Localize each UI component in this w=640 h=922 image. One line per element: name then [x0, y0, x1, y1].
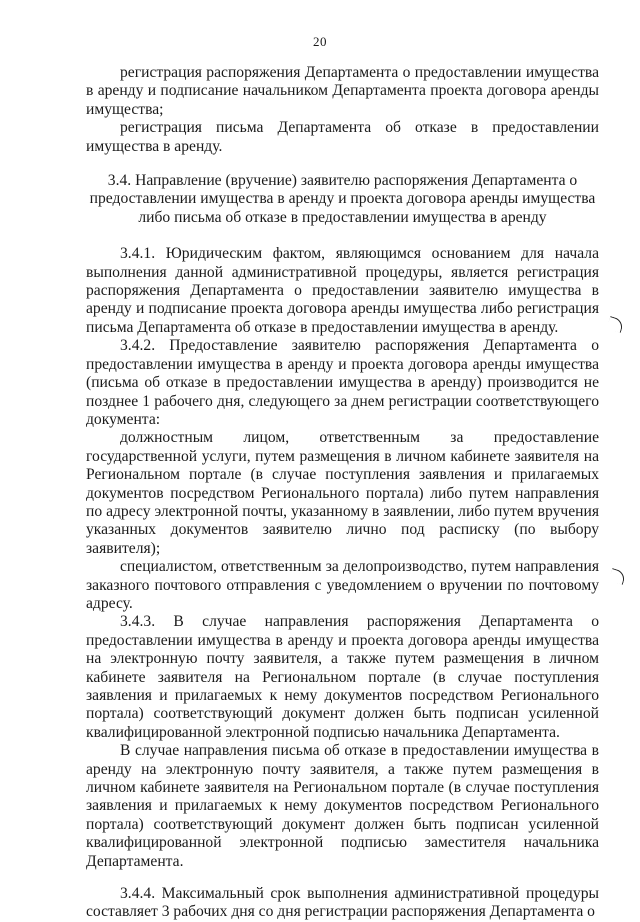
paragraph-refusal-letter: В случае направления письма об отказе в предоставлении имущества в аренду на электронную почту заявителя, а также путем размещения в личном кабинете заявителя на Региональном портале (в случае поступления заявления и прилагаемых к нему документов посредством Регионального портала) соответствующий документ должен быть подписан усиленной квалифицированной электронной подписью заместителя начальника Департамента.: [86, 742, 599, 870]
paragraph-3-4-4: 3.4.4. Максимальный срок выполнения административной процедуры составляет 3 рабочих дня со дня регистрации распоряжения Департамента о: [86, 885, 599, 921]
paragraph-registration-order: регистрация распоряжения Департамента о предоставлении имущества в аренду и подписание начальником Департамента проекта договора аренды имущества;: [86, 64, 599, 118]
document-body: [86, 64, 599, 922]
paragraph-3-4-2: 3.4.2. Предоставление заявителю распоряжения Департамента о предоставлении имущества в аренду и проекта договора аренды имущества (письма об отказе в предоставлении имущества в аренду) производится не позднее 1 рабочего дня, следующего за днем регистрации соответствующего документа:: [86, 337, 599, 428]
paragraph-registration-letter: регистрация письма Департамента об отказе в предоставлении имущества в аренду.: [86, 119, 599, 155]
margin-mark: [608, 568, 626, 585]
section-heading-3-4: 3.4. Направление (вручение) заявителю распоряжения Департамента о предоставлении имущества в аренду и проекта договора аренды имущества либо письма об отказе в предоставлении имущества в аренду: [89, 172, 596, 226]
paragraph-official: должностным лицом, ответственным за предоставление государственной услуги, путем размещения в личном кабинете заявителя на Региональном портале (в случае поступления заявления и прилагаемых документов посредством Регионального портала) либо путем направления по адресу электронной почты, указанному в заявлении, либо путем вручения указанных документов заявителю лично под расписку (по выбору заявителя);: [86, 429, 599, 557]
margin-mark: [606, 316, 624, 333]
paragraph-clerk: специалистом, ответственным за делопроизводство, путем направления заказного почтового отправления с уведомлением о вручении по почтовому адресу.: [86, 558, 599, 612]
page-number: 20: [313, 34, 327, 49]
paragraph-3-4-3: 3.4.3. В случае направления распоряжения Департамента о предоставлении имущества в аренду и проекта договора аренды имущества на электронную почту заявителя, а также путем размещения в личном кабинете заявителя на Региональном портале (в случае поступления заявления и прилагаемых к нему документов посредством Регионального портала) соответствующий документ должен быть подписан усиленной квалифицированной электронной подписью начальника Департамента.: [86, 613, 599, 741]
paragraph-3-4-1: 3.4.1. Юридическим фактом, являющимся основанием для начала выполнения данной административной процедуры, является регистрация распоряжения Департамента о предоставлении заявителю имущества в аренду и подписание проекта договора аренды имущества либо регистрация письма Департамента об отказе в предоставлении имущества в аренду.: [86, 245, 599, 336]
